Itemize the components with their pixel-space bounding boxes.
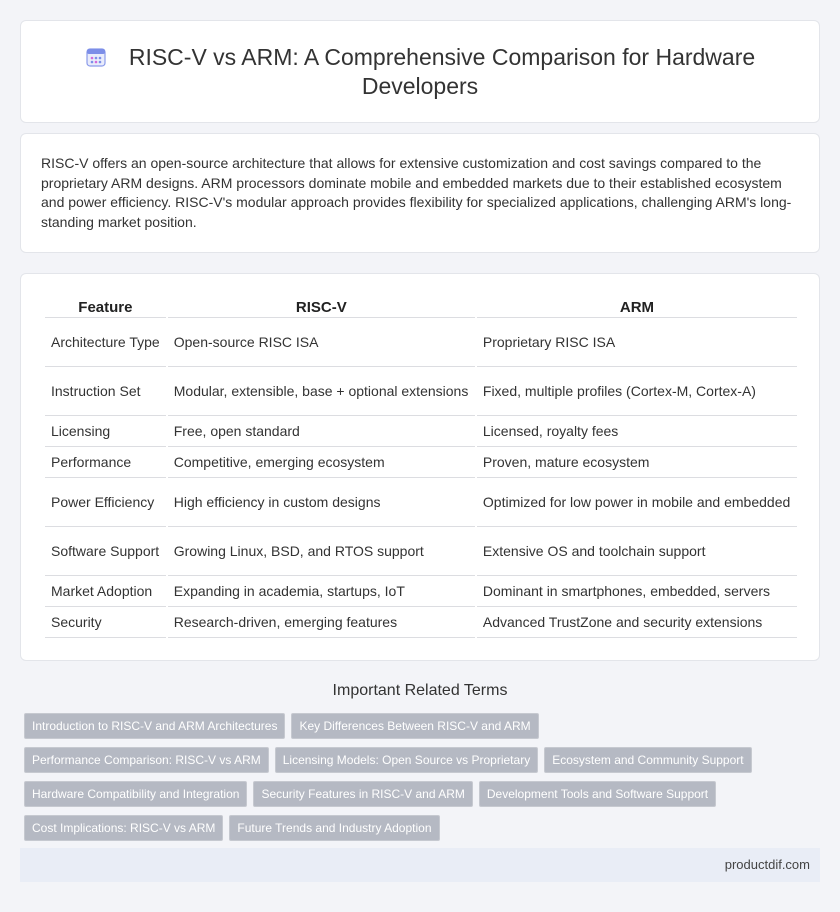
arm-cell: Extensive OS and toolchain support — [477, 527, 797, 576]
related-term-tag[interactable]: Development Tools and Software Support — [479, 781, 716, 807]
related-term-tag[interactable]: Security Features in RISC-V and ARM — [253, 781, 472, 807]
feature-cell: Market Adoption — [45, 576, 166, 607]
header-riscv: RISC-V — [168, 294, 475, 318]
page-title — [21, 43, 819, 101]
arm-cell: Advanced TrustZone and security extensions — [477, 607, 797, 638]
related-terms-title: Important Related Terms — [332, 682, 508, 699]
comparison-table-card — [20, 273, 820, 661]
feature-cell: Power Efficiency — [45, 478, 166, 527]
table-row — [45, 527, 797, 576]
related-term-tag[interactable]: Introduction to RISC-V and ARM Architectures — [24, 713, 285, 739]
related-term-tag[interactable]: Hardware Compatibility and Integration — [24, 781, 247, 807]
arm-cell: Proprietary RISC ISA — [477, 318, 797, 367]
riscv-cell: Free, open standard — [168, 416, 475, 447]
table-row — [45, 576, 797, 607]
arm-cell: Fixed, multiple profiles (Cortex-M, Cortex-A) — [477, 367, 797, 416]
riscv-cell: High efficiency in custom designs — [168, 478, 475, 527]
calendar-icon — [85, 46, 107, 68]
comparison-table — [43, 294, 799, 638]
page-title-text: RISC-V vs ARM: A Comprehensive Comparison for Hardware Developers — [128, 44, 756, 99]
riscv-cell: Expanding in academia, startups, IoT — [168, 576, 475, 607]
header-card — [20, 20, 820, 123]
footer-bar — [20, 848, 820, 882]
arm-cell: Licensed, royalty fees — [477, 416, 797, 447]
related-term-tag[interactable]: Licensing Models: Open Source vs Proprietary — [275, 747, 538, 773]
riscv-cell: Open-source RISC ISA — [168, 318, 475, 367]
table-row — [45, 447, 797, 478]
related-term-tag[interactable]: Cost Implications: RISC-V vs ARM — [24, 815, 223, 841]
table-row — [45, 416, 797, 447]
riscv-cell: Modular, extensible, base + optional extensions — [168, 367, 475, 416]
arm-cell: Dominant in smartphones, embedded, servers — [477, 576, 797, 607]
feature-cell: Performance — [45, 447, 166, 478]
table-row — [45, 318, 797, 367]
related-term-tag[interactable]: Future Trends and Industry Adoption — [229, 815, 439, 841]
table-row — [45, 367, 797, 416]
footer-site-link[interactable]: productdif.com — [724, 857, 810, 872]
intro-card — [20, 133, 820, 253]
header-feature: Feature — [45, 294, 166, 318]
arm-cell: Proven, mature ecosystem — [477, 447, 797, 478]
riscv-cell: Research-driven, emerging features — [168, 607, 475, 638]
riscv-cell: Growing Linux, BSD, and RTOS support — [168, 527, 475, 576]
feature-cell: Instruction Set — [45, 367, 166, 416]
feature-cell: Security — [45, 607, 166, 638]
intro-paragraph: RISC-V offers an open-source architecture that allows for extensive customization and cost savings compared to the proprietary ARM designs. ARM processors dominate mobile and embedded markets due to their established ecosystem and power efficiency. RISC-V's modular approach provides flexibility for specialized applications, challenging ARM's long-standing market position. — [41, 155, 792, 230]
feature-cell: Software Support — [45, 527, 166, 576]
feature-cell: Architecture Type — [45, 318, 166, 367]
related-term-tag[interactable]: Performance Comparison: RISC-V vs ARM — [24, 747, 269, 773]
table-header-row — [45, 294, 797, 318]
feature-cell: Licensing — [45, 416, 166, 447]
table-row — [45, 478, 797, 527]
arm-cell: Optimized for low power in mobile and embedded — [477, 478, 797, 527]
related-term-tag[interactable]: Key Differences Between RISC-V and ARM — [291, 713, 538, 739]
table-row — [45, 607, 797, 638]
related-term-tag[interactable]: Ecosystem and Community Support — [544, 747, 751, 773]
related-terms-list — [24, 713, 784, 849]
riscv-cell: Competitive, emerging ecosystem — [168, 447, 475, 478]
header-arm: ARM — [477, 294, 797, 318]
